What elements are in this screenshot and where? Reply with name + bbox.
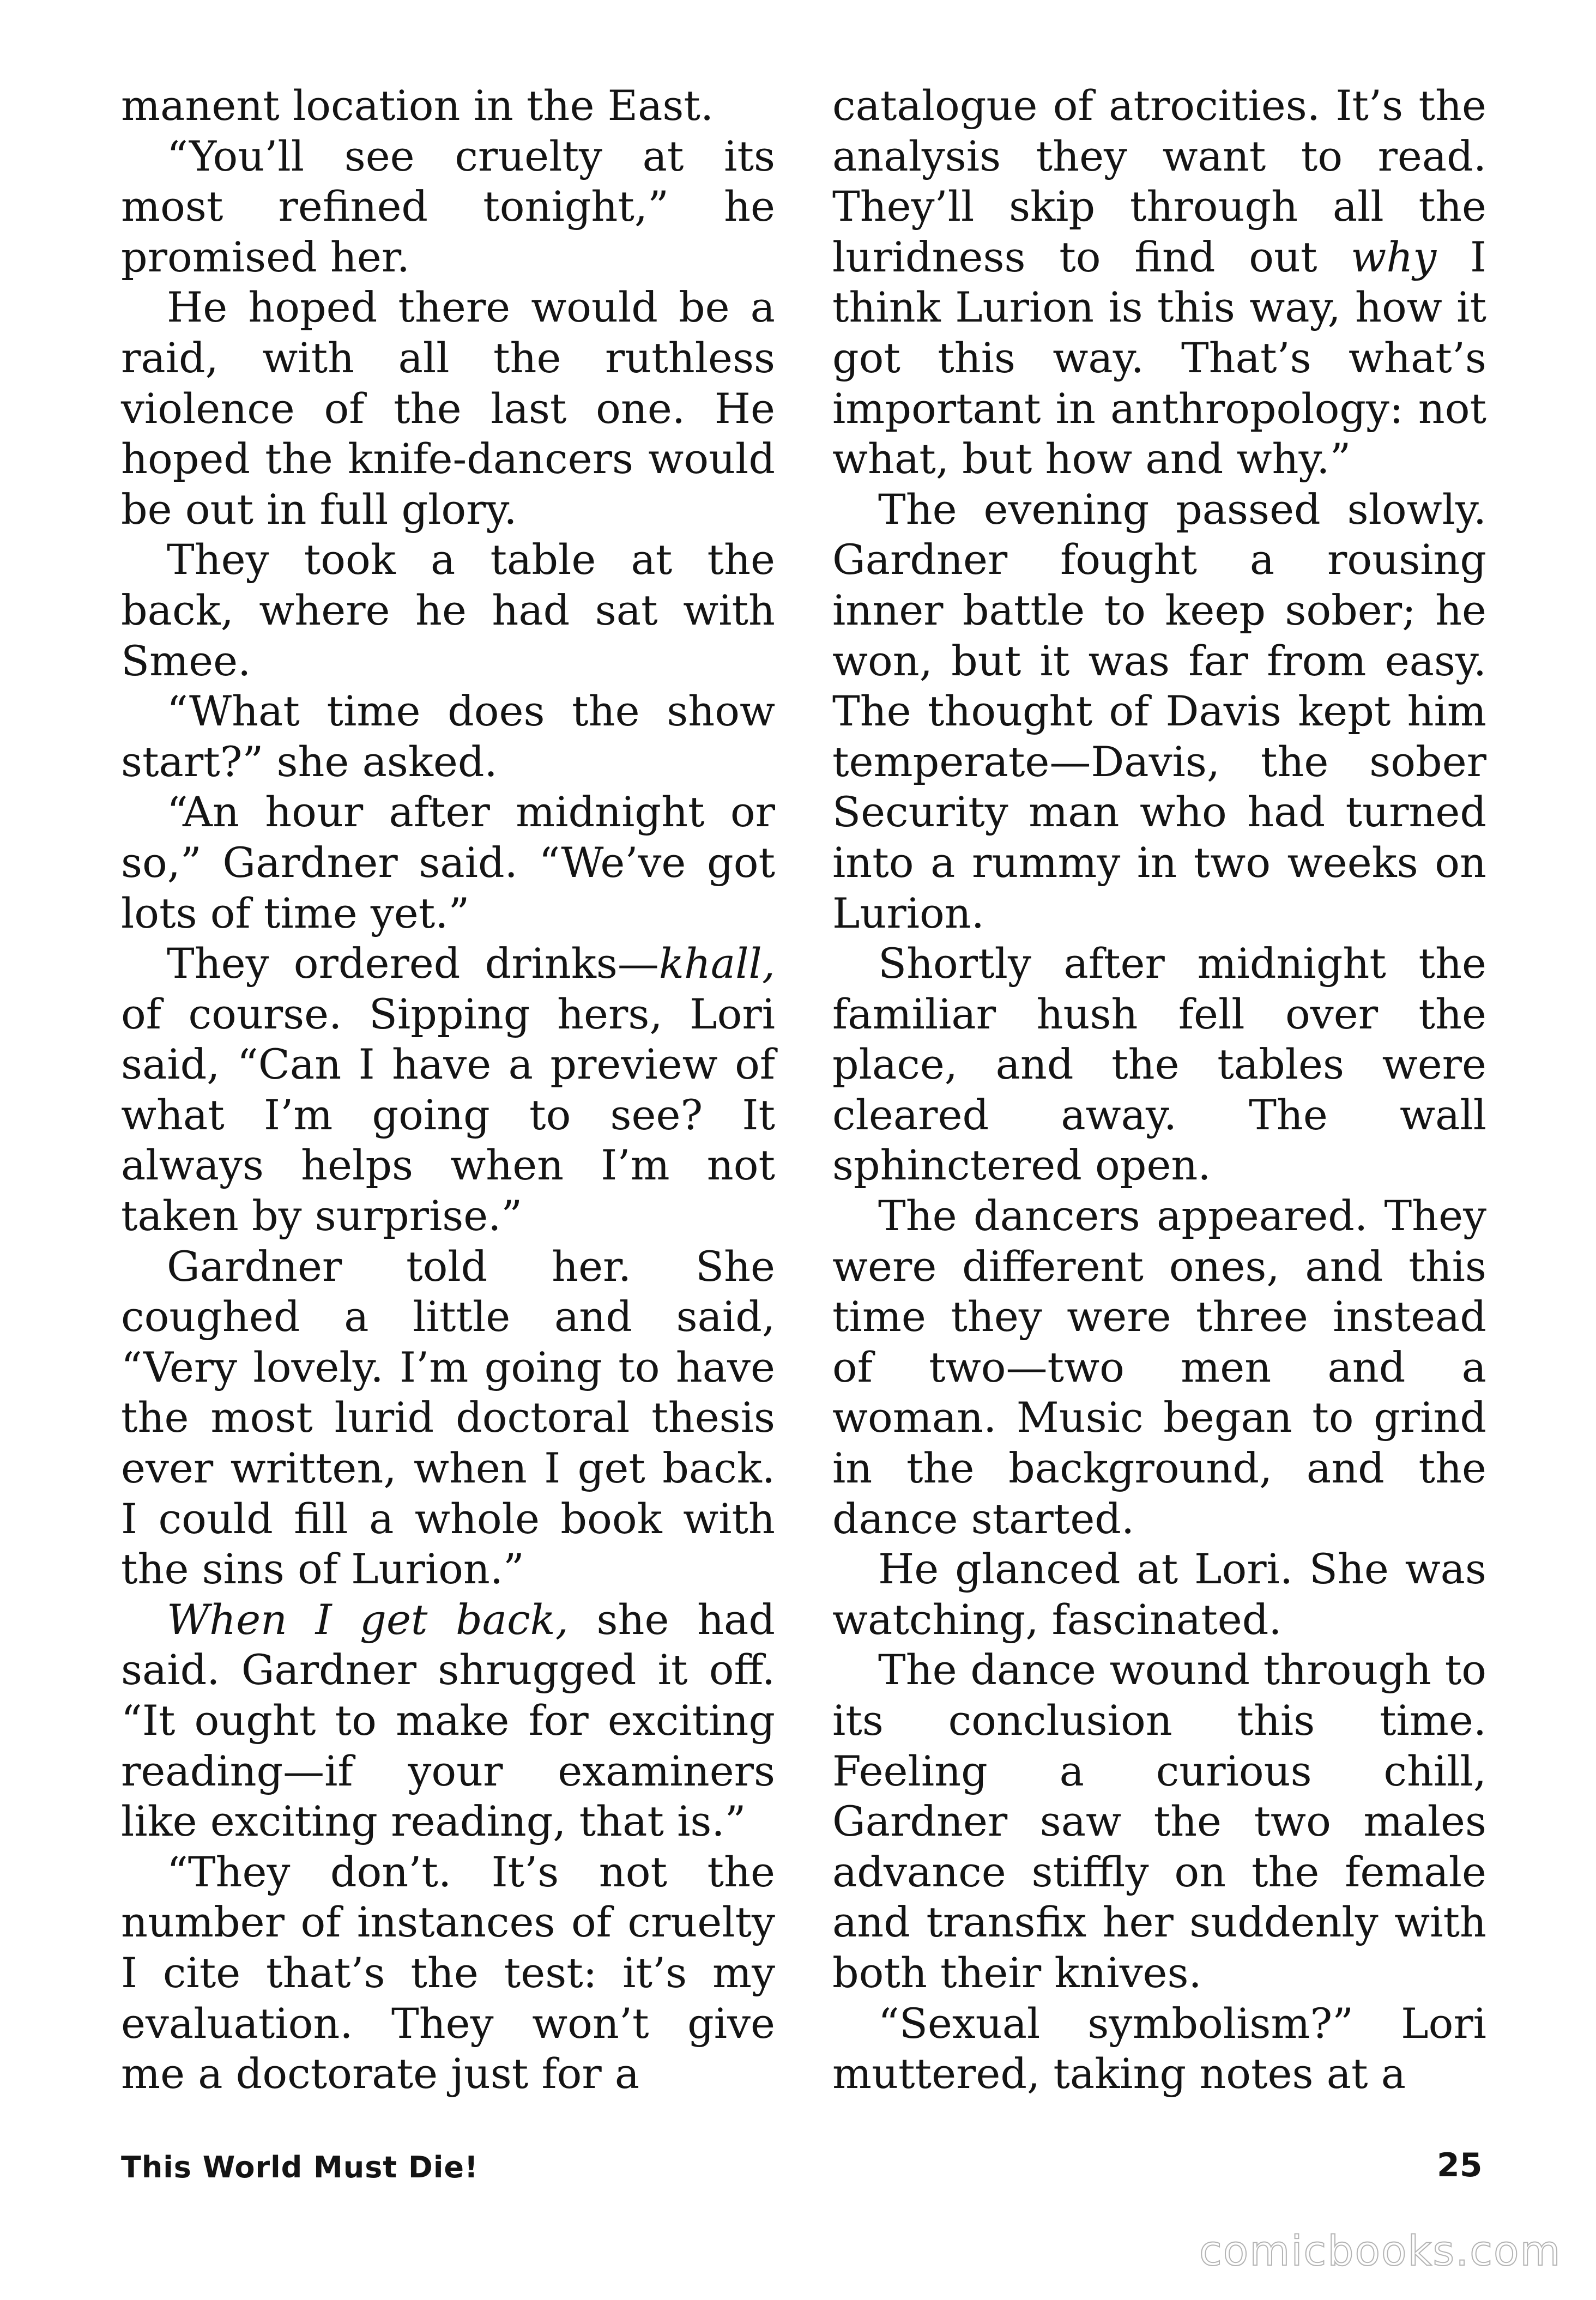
- paragraph: “An hour after midnight or so,” Gardner said. “We’ve got lots of time yet.”: [121, 788, 775, 937]
- watermark: comicbooks.com: [1199, 2226, 1562, 2275]
- paragraph: [121, 1595, 775, 1847]
- paragraph: They took a table at the back, where he had sat with Smee.: [121, 535, 775, 685]
- text-run: I think Lurion is this way, how it got this way. That’s what’s important in anthropology: not what, but how and why.”: [832, 232, 1487, 483]
- paragraph: manent location in the East.: [121, 81, 714, 130]
- paragraph: [121, 939, 775, 1242]
- paragraph: The dance wound through to its conclusion this time. Feeling a curious chill, Gardner saw the two males advance stiffly on the female and transfix her suddenly with both their knives.: [832, 1645, 1486, 1997]
- italic-text: why: [1351, 232, 1437, 281]
- text-run: They ordered drinks—: [167, 939, 659, 988]
- paragraph: The dancers appeared. They were different ones, and this time they were three instead of two—two men and a woman. Music began to grind in the background, and the dance started.: [832, 1191, 1486, 1543]
- paragraph: “What time does the show start?” she asked.: [121, 687, 775, 786]
- paragraph: He glanced at Lori. She was watching, fascinated.: [832, 1545, 1486, 1644]
- paragraph: [832, 81, 1486, 485]
- paragraph: “You’ll see cruelty at its most refined tonight,” he promised her.: [121, 131, 775, 281]
- left-column: [121, 81, 775, 2099]
- italic-text: khall,: [658, 939, 775, 988]
- text-run: she had said. Gardner shrugged it off. “It ought to make for exciting reading—if your examiners like exciting reading, that is.”: [121, 1595, 775, 1846]
- paragraph: The evening passed slowly. Gardner fought a rousing inner battle to keep sober; he won, but it was far from easy. The thought of Davis kept him temperate—Davis, the sober Security man who had turned into a rummy in two weeks on Lurion.: [832, 485, 1486, 937]
- paragraph: “Sexual symbolism?” Lori muttered, taking notes at a: [832, 1999, 1486, 2098]
- italic-text: When I get back,: [167, 1595, 569, 1644]
- paragraph: Gardner told her. She coughed a little and said, “Very lovely. I’m going to have the most lurid doctoral thesis ever written, when I get back. I could fill a whole book with the sins of Lurion.”: [121, 1242, 775, 1594]
- right-column: [832, 81, 1486, 2099]
- paragraph: He hoped there would be a raid, with all the ruthless violence of the last one. He hoped the knife-dancers would be out in full glory.: [121, 283, 775, 534]
- text-run: catalogue of atrocities. It’s the analysis they want to read. They’ll skip through all the luridness to find out: [832, 81, 1486, 281]
- paragraph: “They don’t. It’s not the number of instances of cruelty I cite that’s the test: it’s my evaluation. They won’t give me a doctorate just for a: [121, 1847, 775, 2098]
- page-number: 25: [1437, 2146, 1483, 2184]
- text-run: of course. Sipping hers, Lori said, “Can I have a preview of what I’m going to see? It always helps when I’m not taken by surprise.”: [121, 989, 775, 1240]
- paragraph: Shortly after midnight the familiar hush fell over the place, and the tables were cleared away. The wall sphinctered open.: [832, 939, 1486, 1190]
- running-title: This World Must Die!: [121, 2150, 479, 2184]
